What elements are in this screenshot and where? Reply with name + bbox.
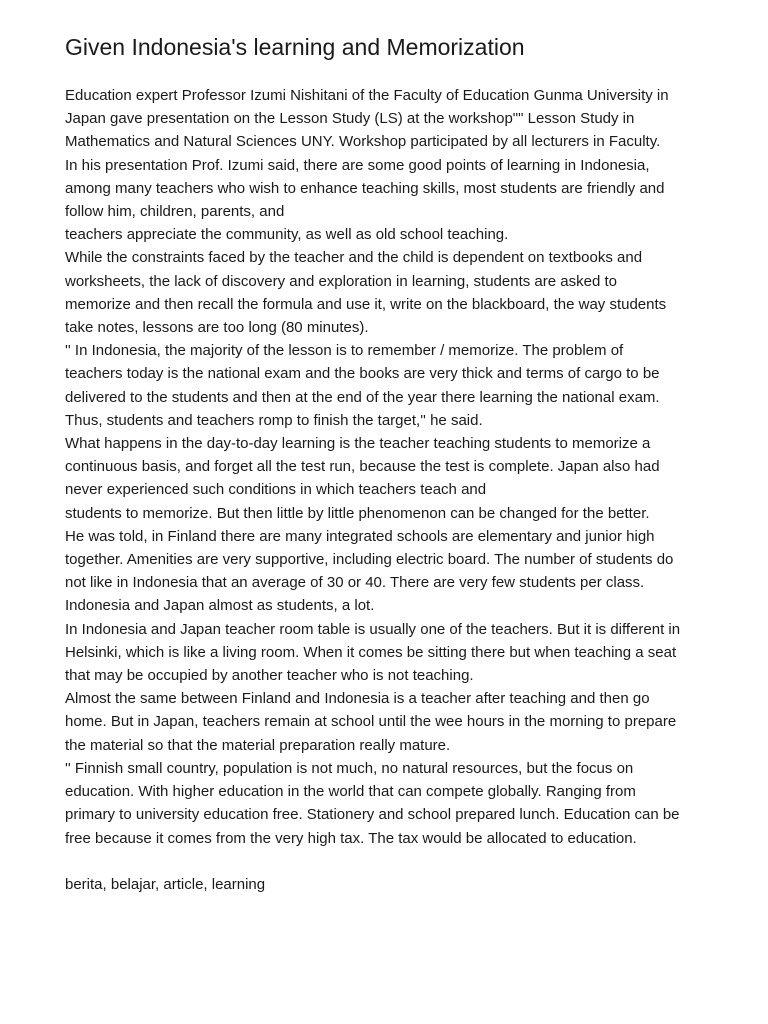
body-line: take notes, lessons are too long (80 minutes). — [65, 319, 369, 337]
body-line: Helsinki, which is like a living room. When it comes be sitting there but when teaching a seat — [65, 643, 677, 661]
body-line: teachers appreciate the community, as well as old school teaching. — [65, 226, 509, 244]
body-line: never experienced such conditions in which teachers teach and — [65, 481, 487, 499]
body-line: Mathematics and Natural Sciences UNY. Workshop participated by all lecturers in Faculty. — [65, 133, 661, 151]
body-line: '' Finnish small country, population is not much, no natural resources, but the focus on — [65, 759, 634, 777]
body-line: '' In Indonesia, the majority of the lesson is to remember / memorize. The problem of — [65, 342, 624, 360]
body-line: the material so that the material preparation really mature. — [65, 736, 451, 754]
body-line: delivered to the students and then at the end of the year there learning the national exam. — [65, 388, 660, 406]
body-line: continuous basis, and forget all the test run, because the test is complete. Japan also had — [65, 458, 660, 476]
document-page — [65, 30, 715, 896]
body-line: What happens in the day-to-day learning is the teacher teaching students to memorize a — [65, 435, 651, 453]
body-line: follow him, children, parents, and — [65, 203, 285, 221]
article-body — [65, 84, 715, 850]
body-line: home. But in Japan, teachers remain at school until the wee hours in the morning to prepare — [65, 713, 677, 731]
article-tags: berita, belajar, article, learning — [65, 875, 266, 893]
body-line: worksheets, the lack of discovery and exploration in learning, students are asked to — [65, 272, 617, 290]
body-line: Thus, students and teachers romp to finish the target,'' he said. — [65, 411, 483, 429]
body-line: Indonesia and Japan almost as students, a lot. — [65, 597, 375, 615]
body-line: In Indonesia and Japan teacher room table is usually one of the teachers. But it is different in — [65, 620, 681, 638]
body-line: students to memorize. But then little by little phenomenon can be changed for the better. — [65, 504, 650, 522]
body-line: memorize and then recall the formula and use it, write on the blackboard, the way students — [65, 295, 667, 313]
body-line: that may be occupied by another teacher who is not teaching. — [65, 667, 474, 685]
body-line: free because it comes from the very high tax. The tax would be allocated to education. — [65, 829, 637, 847]
body-line: teachers today is the national exam and the books are very thick and terms of cargo to be — [65, 365, 660, 383]
body-line: While the constraints faced by the teacher and the child is dependent on textbooks and — [65, 249, 643, 267]
body-line: Almost the same between Finland and Indonesia is a teacher after teaching and then go — [65, 690, 650, 708]
body-line: In his presentation Prof. Izumi said, there are some good points of learning in Indonesia, — [65, 156, 650, 174]
body-line: not like in Indonesia that an average of 30 or 40. There are very few students per class. — [65, 574, 645, 592]
body-line: education. With higher education in the world that can compete globally. Ranging from — [65, 783, 636, 801]
body-line: among many teachers who wish to enhance teaching skills, most students are friendly and — [65, 179, 665, 197]
body-line: He was told, in Finland there are many integrated schools are elementary and junior high — [65, 527, 655, 545]
body-line: primary to university education free. Stationery and school prepared lunch. Education can be — [65, 806, 680, 824]
body-line: together. Amenities are very supportive, including electric board. The number of students do — [65, 551, 674, 569]
article-title: Given Indonesia's learning and Memorization — [65, 34, 525, 60]
body-line: Japan gave presentation on the Lesson Study (LS) at the workshop"" Lesson Study in — [65, 110, 635, 128]
body-line: Education expert Professor Izumi Nishitani of the Faculty of Education Gunma University in — [65, 87, 669, 104]
